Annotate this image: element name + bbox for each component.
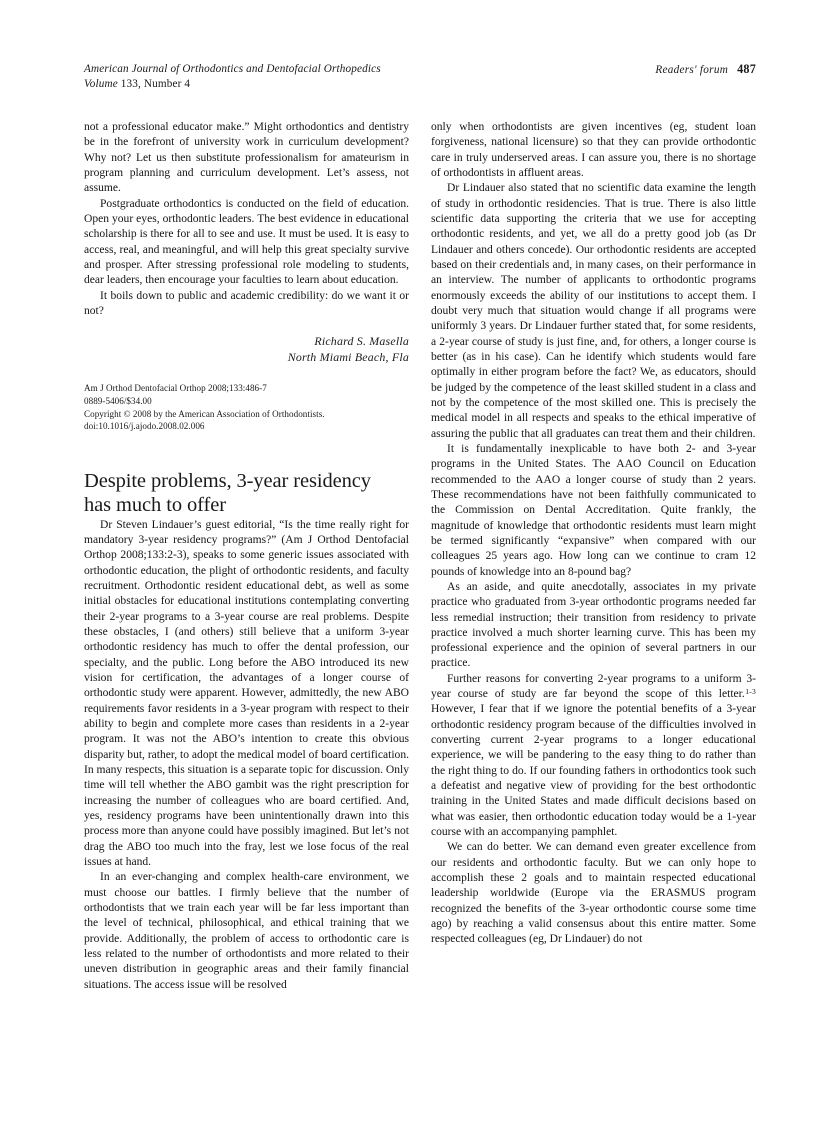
running-head — [84, 62, 756, 96]
volume-issue-line — [84, 77, 381, 92]
article-paragraph-1: Dr Steven Lindauer’s guest editorial, “Is the time really right for mandatory 3-year residency programs?” (Am J Orthod Dentofacial Orthop 2008;133:2-3), speaks to some generic issues associated with orthodontic education, the plight of orthodontic residents, and faculty recruitment. Orthodontic resident educational debt, as well as some initial obstacles for educational institutions contemplating converting their 2-year programs to a 3-year course are real problems. Despite these obstacles, I (and others) still believe that a uniform 3-year orthodontic residency has much to offer the dental profession, our specialty, and the public. Long before the ABO introduced its new vision for certification, the advantages of a longer course of orthodontic study were apparent. However, admittedly, the new ABO requirements favor residents in a 3-year program with respect to their ability to begin and complete more cases than residents in a 2-year program. It was not the ABO’s intention to create this obvious disparity but, rather, to adopt the medical model of board certification. In many respects, this situation is a separate topic for discussion. Only time will tell whether the ABO gambit was the right prescription for increasing the number of colleagues who are board certified. And, yes, residency programs have been unintentionally drawn into this process more than anyone could have possibly imagined. But let’s not drag the ABO too much into the fray, lest we lose focus of the real issues at hand. — [84, 518, 409, 869]
page-number: 487 — [737, 62, 756, 76]
journal-name: American Journal of Orthodontics and Dentofacial Orthopedics — [84, 63, 381, 75]
running-head-section — [655, 62, 756, 78]
volume-issue-number: 133, Number 4 — [117, 77, 191, 90]
signature-location: North Miami Beach, Fla — [287, 349, 409, 364]
letter-signature — [84, 334, 409, 365]
article-paragraph-6 — [431, 672, 756, 841]
signature-author: Richard S. Masella — [314, 334, 409, 349]
article-title-line-1: Despite problems, 3-year residency — [84, 469, 371, 492]
article-paragraph-4: It is fundamentally inexplicable to have both 2- and 3-year programs in the United States. The AAO Council on Education recommended to the AAO a longer course of study than 2 years. These recommendations have not been faithfully communicated to the Commission on Dental Accreditation. Quite frankly, the magnitude of knowledge that orthodontic residents must learn might be termed significantly “expansive” when compared with our colleagues 25 years ago. How long can we continue to cram 12 pounds of knowledge into an 8-pound bag? — [431, 442, 756, 578]
article-paragraph-7: We can do better. We can demand even greater excellence from our residents and orthodontic faculty. But we can only hope to accomplish these 2 goals and to maintain respected educational leadership worldwide (Europe via the ERASMUS program recognized the benefits of the 3-year orthodontic course some time ago) by reaching a valid consensus about this entire matter. Some respected colleagues (eg, Dr Lindauer) do not — [431, 841, 756, 946]
section-label: Readers' forum — [655, 64, 729, 76]
citation-issn-price: 0889-5406/$34.00 — [84, 396, 152, 407]
article-paragraph-3: Dr Lindauer also stated that no scientific data examine the length of study in orthodontic residencies. That is true. There is also little scientific data supporting the criteria that we use for accepting orthodontic residents, and yet, we all do a pretty good job (as Dr Lindauer and others concede). Our orthodontic residents are accepted based on their credentials and, in many cases, on their performance in an interview. The number of applicants to orthodontic programs enormously exceeds the ability of our institutions to accept them. I doubt very much that situation would change if all programs were uniformly 3 years. Dr Lindauer further stated that, for some residents, a 2-year course of study is just fine, and, for others, a longer course is better (as in his case). Can he identify which students would fare optimally in either program before the fact? We, as educators, should be judged by the competence of the least skilled student in a class and not by the competence of the most skilled one. This is precisely the medical model in all respects and speaks to the ethical imperative of assuring the public that all graduates can treat them and their children. — [431, 182, 756, 440]
volume-word: Volume — [84, 77, 118, 90]
paragraph-6-text-before-reference: Further reasons for converting 2-year programs to a uniform 3-year course of study are far beyond the scope of this letter. — [431, 672, 756, 701]
paragraph-postgraduate: Postgraduate orthodontics is conducted on the field of education. Open your eyes, orthodontic leaders. The best evidence in educational scholarship is there for all to see and use. It must be used. It is easy to access, real, and meaningful, and will help this great specialty survive and prosper. After stressing professional role modeling to students, dear leaders, then encourage your faculties to learn about education. — [84, 197, 409, 287]
right-column — [431, 120, 756, 1050]
article-paragraph-2-continued: only when orthodontists are given incentives (eg, student loan forgiveness, national licensure) so that they can provide orthodontic care in truly underserved areas. I can assure you, there is no shortage of orthodontists in affluent areas. — [431, 121, 756, 179]
paragraph-continued: not a professional educator make.” Might orthodontics and dentistry be in the forefront of university work in curriculum development? Why not? Let us then substitute professionalism for amateurism in program planning and curriculum development. Let’s assess, not assume. — [84, 121, 409, 195]
paragraph-6-text-after-reference: However, I fear that if we ignore the potential benefits of a 3-year orthodontic residency program because of the difficulties involved in converting current 2-year programs to a longer educational experience, we will be pandering to the easy thing to do rather than the right thing to do. If our founding fathers in orthodontics took such a defeatist and negative view of providing for the best orthodontic training in the United States and made difficult decisions based on what was easier, then orthodontic education today would be a 1-year course with an accompanying pamphlet. — [431, 703, 756, 839]
article-paragraph-5: As an aside, and quite anecdotally, associates in my private practice who graduated from 3-year orthodontic programs needed far less remedial instruction; their transition from residency to private practice involved a much shorter learning curve. This has been my professional experience and the opinion of several partners in our practice. — [431, 580, 756, 670]
citation-reference: Am J Orthod Dentofacial Orthop 2008;133:486-7 — [84, 383, 267, 394]
paragraph-credibility: It boils down to public and academic credibility: do we want it or not? — [84, 289, 409, 317]
citation-doi: doi:10.1016/j.ajodo.2008.02.006 — [84, 421, 205, 432]
two-column-body — [84, 120, 756, 1050]
article-paragraph-2: In an ever-changing and complex health-care environment, we must choose our battles. I firmly believe that the number of orthodontists that we train each year will be far less important than the level of technical, philosophical, and ethical training that we provide. Additionally, the problem of access to orthodontic care is less related to the number of orthodontists and more related to their uneven distribution in geographic areas and their family financial situations. The access issue will be resolved — [84, 871, 409, 991]
article-title-line-2: has much to offer — [84, 494, 226, 517]
citation-block — [84, 382, 409, 432]
running-head-journal — [84, 62, 381, 91]
left-column — [84, 120, 409, 1050]
citation-copyright: Copyright © 2008 by the American Association of Orthodontists. — [84, 408, 325, 419]
reference-marker[interactable]: 1-3 — [745, 686, 756, 696]
article-title — [84, 469, 409, 518]
